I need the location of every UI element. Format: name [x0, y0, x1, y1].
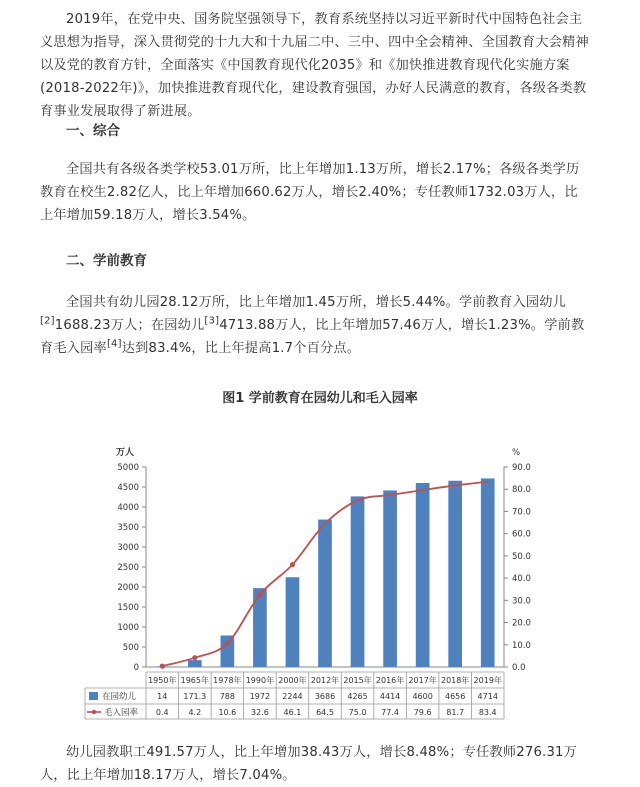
- legend-bar-label: 在园幼儿: [102, 692, 137, 702]
- footnote-ref-2[interactable]: [2]: [40, 315, 55, 327]
- bar-value-label: 1972: [249, 692, 271, 701]
- right-tick-label: 30.0: [512, 596, 531, 607]
- bar: [318, 520, 332, 667]
- right-tick-label: 10.0: [512, 640, 531, 651]
- left-tick-label: 1000: [117, 623, 139, 633]
- bar-value-label: 4414: [379, 692, 401, 701]
- category-label: 2000年: [278, 676, 307, 685]
- left-tick-label: 3000: [117, 543, 139, 553]
- legend-bar-key: [89, 692, 98, 700]
- legend-line-marker: [92, 710, 96, 714]
- line-point: [225, 641, 230, 646]
- right-tick-label: 90.0: [512, 463, 531, 473]
- rate-value-label: 75.0: [348, 708, 367, 717]
- right-tick-label: 0.0: [512, 663, 526, 673]
- right-tick-label: 40.0: [512, 574, 531, 585]
- footnote-ref-3[interactable]: [3]: [204, 315, 220, 327]
- overview-paragraph: 全国共有各级各类学校53.01万所，比上年增加1.13万所，增长2.17%；各级各类学历教育在校生2.82亿人，比上年增加660.62万人，增长2.40%；专任教师1732.03万人，比上年增加59.18万人，增长3.54%。: [40, 162, 580, 223]
- right-tick-label: 20.0: [512, 618, 531, 629]
- left-tick-label: 2000: [117, 583, 139, 593]
- left-tick-label: 3500: [117, 523, 139, 533]
- preschool-text-c: 4713.88万人，比上年增加57.46万人，增长1.23%。学前教育毛入园率: [40, 318, 585, 356]
- left-tick-label: 2500: [117, 563, 139, 573]
- rate-value-label: 77.4: [381, 708, 399, 717]
- legend-line-label: 毛入园率: [104, 708, 139, 718]
- preschool-text-b: 1688.23万人；在园幼儿: [54, 318, 205, 333]
- left-tick-label: 5000: [117, 463, 139, 473]
- bar-value-label: 4714: [477, 692, 498, 701]
- bar: [221, 635, 235, 667]
- intro-paragraph: 2019年，在党中央、国务院坚强领导下，教育系统坚持以习近平新时代中国特色社会主义思想为指导，深入贯彻党的十九大和十九届二中、三中、四中全会精神、全国教育大会精神以及党的教育方针，全面落实《中国教育现代化2035》和《加快推进教育现代化实施方案(2018-2022年)》，加快推进教育现代化，建设教育强国，办好人民满意的教育，各级各类教育事业发展取得了新进展。: [40, 12, 589, 119]
- left-tick-label: 0: [133, 663, 139, 673]
- category-label: 2019年: [473, 676, 502, 685]
- category-label: 1990年: [245, 676, 275, 685]
- right-tick-label: 70.0: [512, 507, 531, 518]
- figure-title: 图1 学前教育在园幼儿和毛入园率: [222, 391, 418, 406]
- category-label: 1965年: [180, 676, 209, 685]
- bar: [351, 496, 365, 667]
- left-tick-label: 4500: [117, 483, 139, 493]
- bar-value-label: 4600: [412, 692, 433, 701]
- category-label: 1978年: [213, 676, 242, 685]
- rate-value-label: 64.5: [316, 708, 334, 717]
- line-point: [257, 592, 262, 597]
- bar: [188, 660, 202, 667]
- preschool-chart: [0, 440, 640, 720]
- rate-value-label: 32.6: [251, 708, 269, 717]
- bar-value-label: 14: [157, 692, 168, 701]
- category-label: 2012年: [310, 676, 340, 685]
- line-point: [192, 655, 197, 660]
- preschool-paragraph: [40, 291, 590, 360]
- bar-value-label: 3686: [314, 692, 336, 701]
- left-tick-label: 500: [122, 643, 139, 653]
- bar-value-label: 171.3: [183, 692, 207, 701]
- rate-value-label: 46.1: [283, 708, 302, 717]
- footnote-ref-4[interactable]: [4]: [106, 338, 122, 350]
- after-figure-paragraph: 幼儿园教职工491.57万人，比上年增加38.43万人，增长8.48%；专任教师276.31万人，比上年增加18.17万人，增长7.04%。: [40, 745, 578, 783]
- category-label: 2015年: [343, 676, 372, 685]
- line-point: [290, 562, 295, 567]
- rate-value-label: 10.6: [218, 708, 237, 717]
- bar: [416, 483, 430, 667]
- right-tick-label: 80.0: [512, 485, 531, 496]
- bar: [481, 478, 495, 667]
- preschool-text-a: 全国共有幼儿园28.12万所，比上年增加1.45万所，增长5.44%。学前教育入园幼儿: [66, 295, 567, 310]
- line-point: [160, 664, 165, 669]
- section-heading-overview: 一、综合: [66, 123, 120, 139]
- right-axis-unit: %: [512, 448, 521, 458]
- bar-value-label: 2244: [282, 692, 303, 701]
- bar: [383, 490, 397, 667]
- rate-value-label: 81.7: [446, 708, 465, 717]
- category-label: 2018年: [441, 676, 470, 685]
- rate-value-label: 83.4: [478, 708, 497, 717]
- section-heading-preschool: 二、学前教育: [66, 253, 147, 269]
- bar-value-label: 4265: [347, 692, 368, 701]
- right-tick-label: 60.0: [512, 529, 531, 540]
- preschool-text-d: 达到83.4%，比上年提高1.7个百分点。: [121, 341, 361, 356]
- left-axis-unit: 万人: [115, 448, 134, 458]
- bar-value-label: 4656: [445, 692, 466, 701]
- category-label: 2016年: [375, 676, 405, 685]
- bar: [286, 577, 300, 667]
- right-tick-label: 50.0: [512, 551, 531, 562]
- bar-value-label: 788: [219, 692, 236, 701]
- bar: [448, 481, 462, 667]
- rate-value-label: 4.2: [188, 708, 202, 717]
- left-tick-label: 1500: [117, 603, 139, 613]
- left-tick-label: 4000: [117, 503, 139, 513]
- rate-value-label: 79.6: [413, 708, 432, 717]
- rate-value-label: 0.4: [155, 708, 169, 717]
- category-label: 2017年: [408, 676, 437, 685]
- category-label: 1950年: [148, 676, 177, 685]
